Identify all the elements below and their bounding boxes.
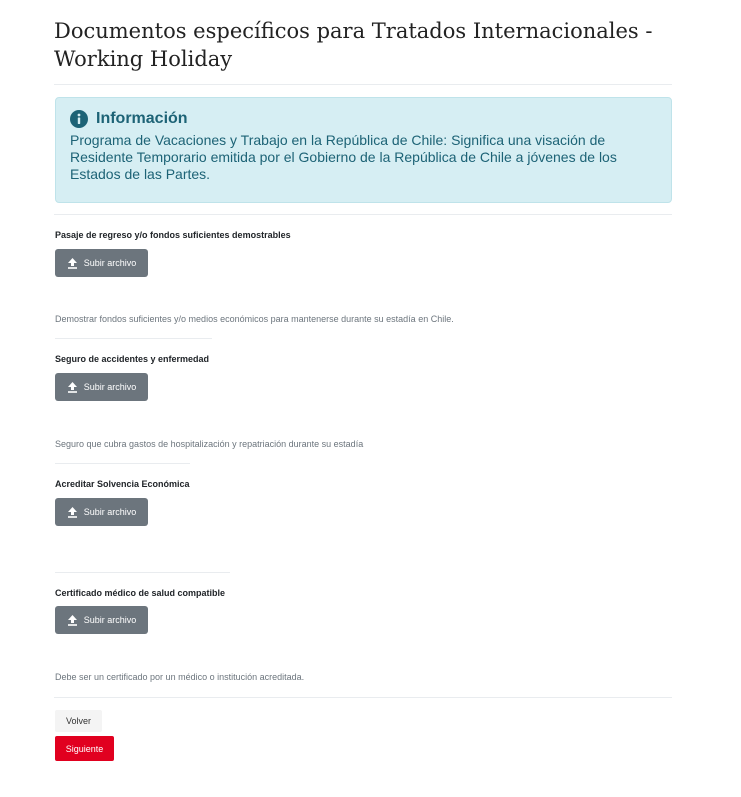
title-divider	[54, 84, 672, 85]
upload-button-label: Subir archivo	[83, 382, 137, 392]
upload-icon	[67, 382, 78, 393]
doc-label-solvency: Acreditar Solvencia Económica	[55, 479, 190, 489]
info-circle-icon	[70, 110, 88, 128]
upload-button-label: Subir archivo	[83, 258, 137, 268]
doc-hint-insurance: Seguro que cubra gastos de hospitalización y repatriación durante su estadía	[55, 439, 364, 449]
doc-hint-return-ticket: Demostrar fondos suficientes y/o medios económicos para mantenerse durante su estadía en Chile.	[55, 314, 454, 324]
back-button[interactable]: Volver	[55, 710, 102, 732]
info-divider	[54, 214, 672, 215]
upload-button-insurance[interactable]	[55, 373, 148, 401]
doc-divider	[55, 572, 230, 573]
doc-label-medical-certificate: Certificado médico de salud compatible	[55, 588, 226, 598]
page-title: Documentos específicos para Tratados Internacionales - Working Holiday	[54, 19, 653, 71]
upload-button-return-ticket[interactable]	[55, 249, 148, 277]
upload-icon	[67, 258, 78, 269]
doc-divider	[55, 463, 190, 464]
upload-button-label: Subir archivo	[83, 507, 137, 517]
upload-icon	[67, 615, 78, 626]
actions-divider	[54, 697, 672, 698]
info-body: Programa de Vacaciones y Trabajo en la República de Chile: Significa una visación de Residente Temporario emitida por el Gobierno de la República de Chile a jóvenes de los Estados de las Partes.	[70, 132, 617, 182]
doc-label-return-ticket: Pasaje de regreso y/o fondos suficientes demostrables	[55, 230, 291, 240]
info-title: Información	[96, 110, 188, 127]
upload-button-label: Subir archivo	[83, 615, 137, 625]
doc-label-insurance: Seguro de accidentes y enfermedad	[55, 354, 210, 364]
info-alert	[55, 97, 672, 203]
next-button[interactable]: Siguiente	[55, 736, 114, 761]
upload-button-solvency[interactable]	[55, 498, 148, 526]
upload-button-medical-certificate[interactable]	[55, 606, 148, 634]
doc-divider	[55, 338, 212, 339]
doc-hint-medical-certificate: Debe ser un certificado por un médico o institución acreditada.	[55, 672, 305, 682]
upload-icon	[67, 507, 78, 518]
